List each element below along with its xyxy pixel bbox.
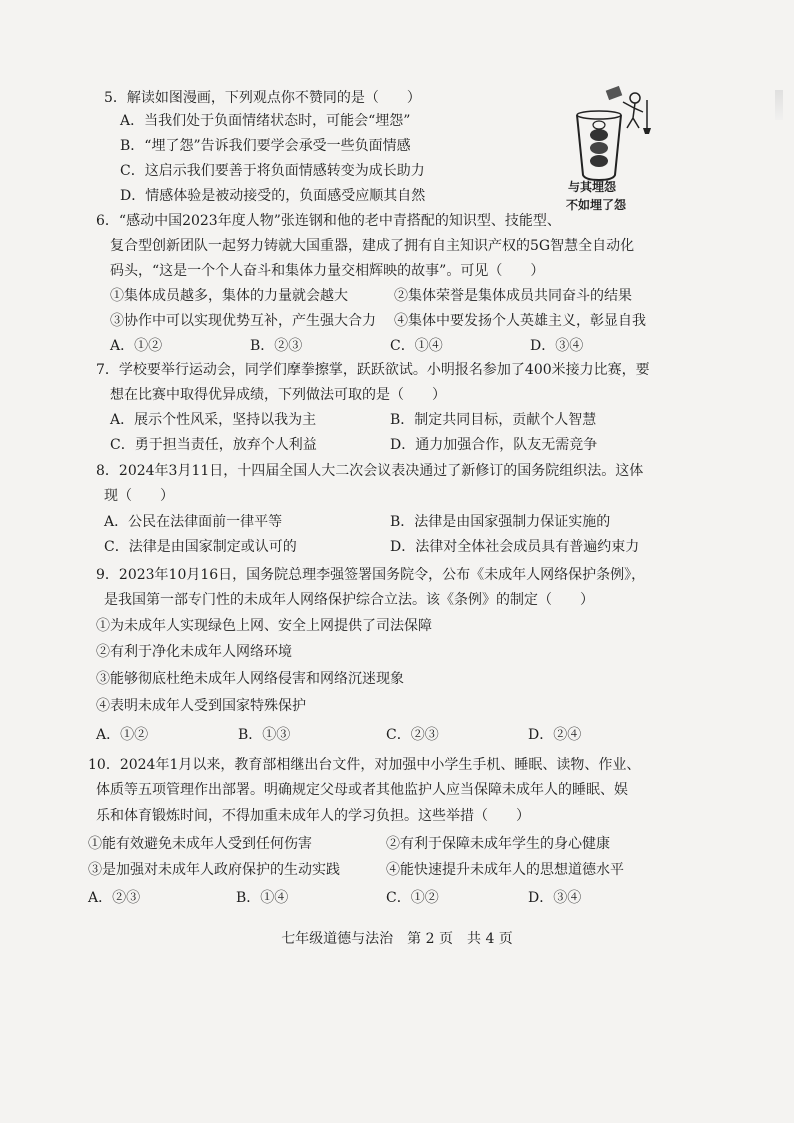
- q6-item-1: ①集体成员越多，集体的力量就会越大: [110, 288, 348, 304]
- q10-stem-line3: 乐和体育锻炼时间，不得加重未成年人的学习负担。这些举措（ ）: [96, 808, 530, 824]
- q5-option-c: C．这启示我们要善于将负面情感转变为成长助力: [120, 163, 425, 179]
- q6-choice-a: A．①②: [110, 338, 163, 354]
- q9-item-2: ②有利于净化未成年人网络环境: [96, 644, 292, 660]
- q5-option-b: B．“埋了怨”告诉我们要学会承受一些负面情感: [120, 138, 411, 154]
- q6-stem-line3: 码头，“这是一个个人奋斗和集体力量交相辉映的故事”。可见（ ）: [110, 263, 545, 279]
- q10-choice-d: D．③④: [528, 890, 582, 906]
- scan-artifact: [775, 90, 783, 120]
- q8-option-d: D．法律对全体社会成员具有普遍约束力: [390, 539, 640, 555]
- q10-stem-line1: 10．2024年1月以来，教育部相继出台文件，对加强中小学生手机、睡眠、读物、作业、: [88, 757, 641, 773]
- q9-item-1: ①为未成年人实现绿色上网、安全上网提供了司法保障: [96, 618, 432, 634]
- q6-item-2: ②集体荣誉是集体成员共同奋斗的结果: [394, 288, 632, 304]
- q10-choice-a: A．②③: [88, 890, 141, 906]
- q7-stem-line2: 想在比赛中取得优异成绩，下列做法可取的是（ ）: [110, 387, 446, 403]
- q9-item-4: ④表明未成年人受到国家特殊保护: [96, 698, 306, 714]
- q6-choice-d: D．③④: [530, 338, 584, 354]
- q5-stem: 5．解读如图漫画，下列观点你不赞同的是（ ）: [104, 90, 421, 106]
- q9-stem-line2: 是我国第一部专门性的未成年人网络保护综合立法。该《条例》的制定（ ）: [104, 592, 594, 608]
- q7-stem-line1: 7．学校要举行运动会，同学们摩拳擦掌，跃跃欲试。小明报名参加了400米接力比赛，要: [96, 362, 650, 378]
- q7-option-a: A．展示个性风采，坚持以我为主: [110, 412, 317, 428]
- page-footer: 七年级道德与法治 第 2 页 共 4 页: [281, 931, 513, 947]
- q9-choice-b: B．①③: [238, 727, 291, 743]
- comic-caption-line1: 与其埋怨: [568, 180, 617, 194]
- q10-item-1: ①能有效避免未成年人受到任何伤害: [88, 836, 312, 852]
- q9-choice-a: A．①②: [96, 727, 149, 743]
- q6-choice-b: B．②③: [250, 338, 303, 354]
- q6-choice-c: C．①④: [390, 338, 443, 354]
- q8-stem-line2: 现（ ）: [104, 488, 174, 504]
- q9-choice-d: D．②④: [528, 727, 582, 743]
- q10-stem-line2: 体质等五项管理作出部署。明确规定父母或者其他监护人应当保障未成年人的睡眠、娱: [96, 782, 628, 798]
- q9-stem-line1: 9．2023年10月16日，国务院总理李强签署国务院令，公布《未成年人网络保护条例》，: [96, 567, 646, 583]
- q5-option-a: A．当我们处于负面情绪状态时，可能会“埋怨”: [120, 113, 411, 129]
- q7-option-c: C．勇于担当责任，放弃个人利益: [110, 437, 317, 453]
- q8-option-c: C．法律是由国家制定或认可的: [104, 539, 297, 555]
- q10-item-3: ③是加强对未成年人政府保护的生动实践: [88, 862, 340, 878]
- q8-stem-line1: 8．2024年3月11日，十四届全国人大二次会议表决通过了新修订的国务院组织法。这体: [96, 463, 644, 479]
- q6-stem-line1: 6．“感动中国2023年度人物”张连钢和他的老中青搭配的知识型、技能型、: [96, 213, 561, 229]
- q8-option-b: B．法律是由国家强制力保证实施的: [390, 514, 611, 530]
- q7-option-d: D．通力加强合作，队友无需竞争: [390, 437, 598, 453]
- q6-item-3: ③协作中可以实现优势互补，产生强大合力: [110, 313, 376, 329]
- q10-item-4: ④能快速提升未成年人的思想道德水平: [386, 862, 624, 878]
- q7-option-b: B．制定共同目标，贡献个人智慧: [390, 412, 597, 428]
- q10-choice-b: B．①④: [236, 890, 289, 906]
- q8-option-a: A．公民在法律面前一律平等: [104, 514, 283, 530]
- q9-choice-c: C．②③: [386, 727, 439, 743]
- q10-item-2: ②有利于保障未成年学生的身心健康: [386, 836, 610, 852]
- comic-caption-line2: 不如埋了怨: [566, 198, 627, 212]
- q5-option-d: D．情感体验是被动接受的，负面感受应顺其自然: [120, 188, 426, 204]
- q6-item-4: ④集体中要发扬个人英雄主义，彰显自我: [394, 313, 646, 329]
- q9-item-3: ③能够彻底杜绝未成年人网络侵害和网络沉迷现象: [96, 671, 404, 687]
- q10-choice-c: C．①②: [386, 890, 439, 906]
- q6-stem-line2: 复合型创新团队一起努力铸就大国重器，建成了拥有自主知识产权的5G智慧全自动化: [110, 238, 635, 254]
